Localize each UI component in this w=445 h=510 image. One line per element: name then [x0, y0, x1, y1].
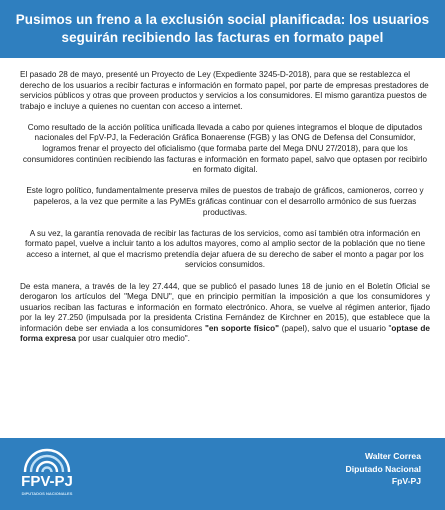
paragraph-5-text-c: (papel), salvo que el usuario ": [278, 323, 392, 333]
signature-name: Walter Correa: [364, 451, 421, 461]
article-body: [20, 70, 430, 356]
page-title: Pusimos un freno a la exclusión social planificada: los usuarios seguirán recibiendo las facturas en formato papel: [15, 12, 430, 45]
paragraph-5: [20, 282, 430, 346]
paragraph-2: Como resultado de la acción política unificada llevada a cabo por quienes integramos el bloque de diputados nacionales del FpV-PJ, la Federación Gráfica Bonaerense (FGB) y las ONG de Defensa del Consumidor, logramos frenar el proyecto del oficialismo (que formaba parte del Mega DNU 27/2018), para que los consumidores continúen recibiendo las facturas e información en formato papel, salvo que optasen por recibirlo en formato digital.: [22, 122, 428, 175]
signature-role: Diputado Nacional: [345, 463, 421, 474]
logo-rings-icon: [19, 444, 75, 474]
paragraph-1: El pasado 28 de mayo, presenté un Proyecto de Ley (Expediente 3245-D-2018), para que se restablezca el derecho de los usuarios a recibir facturas e información en formato papel, por parte de empresas prestadores de servicios públicos y otras que proveen productos y servicios a los consumidores. El mismo garantiza puestos de trabajo e incluye a quienes no cuentan con acceso a internet.: [20, 70, 429, 111]
signature-party: FpV-PJ: [391, 476, 421, 486]
paragraph-5-bold-physical: "en soporte físico": [204, 323, 279, 333]
header-banner: [0, 0, 445, 58]
paragraph-3: Este logro político, fundamentalmente preserva miles de puestos de trabajo de gráficos, camioneros, correo y papeleros, a la vez que permite a las PyMEs gráficas continuar con el desarrollo armónico de sus fuerzas productivas.: [26, 186, 424, 217]
footer-banner: [0, 438, 445, 510]
logo-wordmark: FPV-PJ: [21, 473, 73, 490]
paragraph-5-text-a: De esta manera, a través de la ley 27.444, que se publicó el pasado lunes 18 de junio en el Boletín Oficial se derogaron los artículos del "Mega DNU", que en principio permitían la imposición a que los consumidores y usuarios reciban las facturas e información en formato electrónico. Ahora, se vuelve al régimen anterior, fijado por la ley 27.250 (impulsada por la presidenta Cristina Fernández de Kirchner en 2015), que establece que la información debe ser enviada a los consumidores: [20, 281, 430, 333]
fpv-pj-logo: [13, 444, 81, 506]
paragraph-4: A su vez, la garantía renovada de recibir las facturas de los servicios, como así también otra información en formato papel, vuelve a incluir tanto a los adultos mayores, como al amplio sector de la población que no tiene acceso a internet, al que el macrismo pretendía dejar afuera de su derecho de saber el monto a pagar por los servicios consumidos.: [24, 228, 426, 270]
logo-subtitle: DIPUTADOS NACIONALES: [21, 491, 73, 496]
paragraph-5-text-e: por usar cualquier otro medio".: [75, 334, 190, 344]
signature-block: [346, 450, 421, 488]
paragraph-5-bold-express: optase de forma expresa: [20, 323, 430, 344]
